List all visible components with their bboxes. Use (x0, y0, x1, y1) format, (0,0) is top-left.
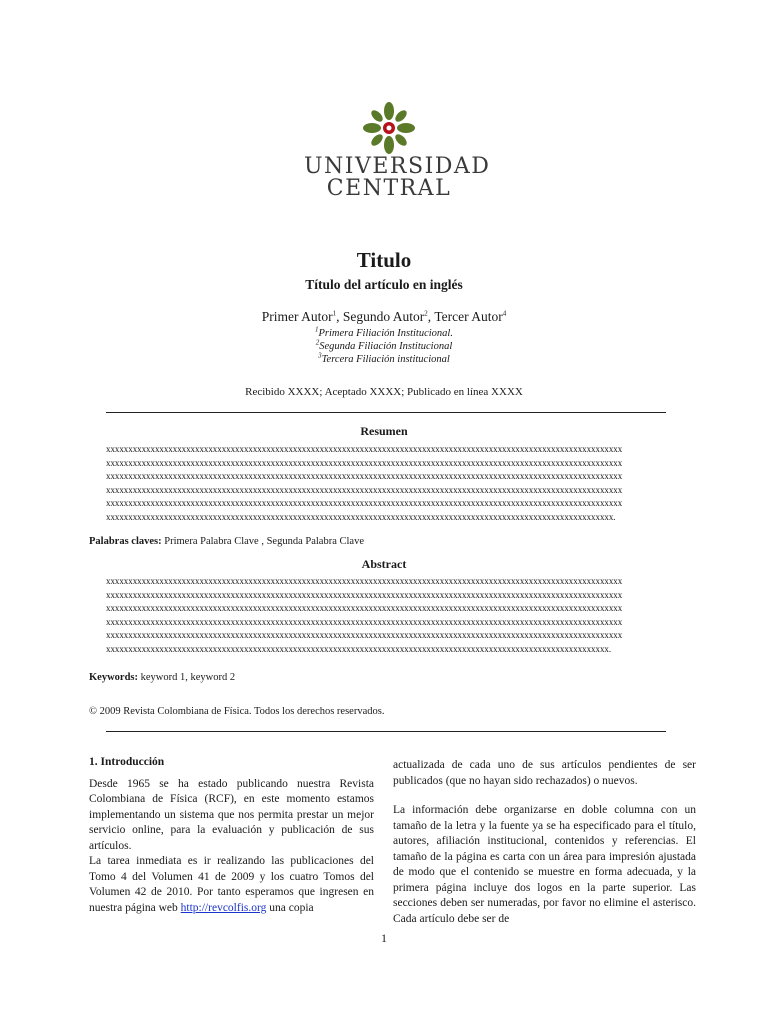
affiliation-text: Primera Filiación Institucional. (318, 328, 453, 339)
resumen-line: xxxxxxxxxxxxxxxxxxxxxxxxxxxxxxxxxxxxxxxxxxxxxxxxxxxxxxxxxxxxxxxxxxxxxxxxxxxxxxxxxxxxxxxxxxxxxxxxxxxxxxxxxxxxxxxxxxxx (106, 457, 623, 468)
keywords-label: Keywords: (89, 672, 138, 683)
resumen-line: xxxxxxxxxxxxxxxxxxxxxxxxxxxxxxxxxxxxxxxxxxxxxxxxxxxxxxxxxxxxxxxxxxxxxxxxxxxxxxxxxxxxxxxxxxxxxxxxxxxxxxxxxxxxxxxxxxxx (106, 498, 623, 508)
body-column-right (393, 758, 696, 927)
journal-website-link[interactable]: http://revcolfis.org (180, 901, 267, 914)
resumen-line: xxxxxxxxxxxxxxxxxxxxxxxxxxxxxxxxxxxxxxxxxxxxxxxxxxxxxxxxxxxxxxxxxxxxxxxxxxxxxxxxxxxxxxxxxxxxxxxxxxxxxxxxxxxxxxxxxxxx (106, 444, 623, 454)
palabras-label: Palabras claves: (89, 536, 162, 547)
paragraph-text: La tarea inmediata es ir realizando las publicaciones del Tomo 4 del Volumen 41 de 2009 y los cuatro Tomos del Volumen 42 de 2010. Por tanto esperamos que ingresen en nuestra página web (89, 855, 374, 914)
resumen-line: xxxxxxxxxxxxxxxxxxxxxxxxxxxxxxxxxxxxxxxxxxxxxxxxxxxxxxxxxxxxxxxxxxxxxxxxxxxxxxxxxxxxxxxxxxxxxxxxxxxxxxxxxxxxxxxxxxxx (106, 471, 623, 481)
university-logo (304, 100, 491, 205)
logo-text-line2: CENTRAL (326, 176, 452, 201)
body-column-left (89, 755, 374, 916)
palabras-claves (89, 536, 364, 547)
paper-title: Titulo (356, 248, 412, 272)
paragraph: actualizada de cada uno de sus artículos pendientes de ser publicados (que no hayan sido rechazados) o nuevos. (393, 759, 696, 787)
author-affiliation-mark: 1 (332, 309, 337, 318)
author-name: Primer Autor (261, 309, 333, 324)
palabras-value: Primera Palabra Clave , Segunda Palabra Clave (161, 536, 364, 547)
abstract-line: xxxxxxxxxxxxxxxxxxxxxxxxxxxxxxxxxxxxxxxxxxxxxxxxxxxxxxxxxxxxxxxxxxxxxxxxxxxxxxxxxxxxxxxxxxxxxxxxxxxxxxxxxxxxxxxxxxxx (106, 576, 623, 586)
resumen-body (106, 443, 668, 524)
affiliation (0, 353, 768, 367)
abstract-heading: Abstract (361, 557, 407, 571)
affiliation-text: Segunda Filiación Institucional (319, 341, 453, 352)
author-separator: , (336, 309, 343, 324)
keywords-value: keyword 1, keyword 2 (138, 672, 236, 683)
author-separator: , (427, 309, 435, 324)
abstract-line: xxxxxxxxxxxxxxxxxxxxxxxxxxxxxxxxxxxxxxxxxxxxxxxxxxxxxxxxxxxxxxxxxxxxxxxxxxxxxxxxxxxxxxxxxxxxxxxxxxxxxxxxxxxxxxxxxxxx (106, 616, 623, 627)
affiliation-text: Tercera Filiación institucional (321, 354, 450, 365)
leaf-emblem-icon (361, 100, 417, 156)
abstract-line: xxxxxxxxxxxxxxxxxxxxxxxxxxxxxxxxxxxxxxxxxxxxxxxxxxxxxxxxxxxxxxxxxxxxxxxxxxxxxxxxxxxxxxxxxxxxxxxxxxxxxxxxxxxxxxxxxxxx (106, 630, 623, 640)
publication-dates: Recibido XXXX; Aceptado XXXX; Publicado en línea XXXX (245, 386, 523, 398)
author-affiliation-mark: 4 (502, 309, 507, 318)
divider (106, 731, 666, 732)
affiliation-mark: 2 (315, 338, 320, 347)
resumen-heading: Resumen (360, 424, 408, 438)
page-number: 1 (381, 931, 387, 945)
resumen-line: xxxxxxxxxxxxxxxxxxxxxxxxxxxxxxxxxxxxxxxxxxxxxxxxxxxxxxxxxxxxxxxxxxxxxxxxxxxxxxxxxxxxxxxxxxxxxxxxxxxxxxxxxxxxxxxxxxxx (106, 484, 623, 495)
section-title: 1. Introducción (89, 756, 165, 768)
paper-subtitle: Título del artículo en inglés (305, 277, 463, 292)
paragraph: La información debe organizarse en doble columna con un tamaño de la letra y la fuente ya se ha especificado para el título, autores, afiliación institucional, contenidos y referencias. El tamaño de la página es carta con un área para impresión ajustada de modo que el contenido se muestre en forma adecuada, y la primera página incluye dos logos en la parte superior. Las secciones deben ser numeradas, por favor no elimine el asterisco. Cada artículo debe ser de (393, 804, 696, 925)
affiliation-mark: 1 (315, 325, 319, 334)
abstract-line: xxxxxxxxxxxxxxxxxxxxxxxxxxxxxxxxxxxxxxxxxxxxxxxxxxxxxxxxxxxxxxxxxxxxxxxxxxxxxxxxxxxxxxxxxxxxxxxxxxxxxxxxxxxxxxxxx. (106, 643, 612, 654)
author-list (0, 309, 768, 325)
abstract-line: xxxxxxxxxxxxxxxxxxxxxxxxxxxxxxxxxxxxxxxxxxxxxxxxxxxxxxxxxxxxxxxxxxxxxxxxxxxxxxxxxxxxxxxxxxxxxxxxxxxxxxxxxxxxxxxxxxxx (106, 603, 623, 613)
author-name: Segundo Autor (342, 309, 425, 324)
paragraph: Desde 1965 se ha estado publicando nuestra Revista Colombiana de Física (RCF), en este momento estamos implementando un sistema que nos permita prestar un mejor servicio online, para la evaluación y publicación de sus artículos. (89, 777, 374, 852)
affiliation-mark: 3 (318, 351, 322, 360)
paragraph (89, 854, 374, 916)
abstract-body (106, 575, 668, 656)
copyright-notice: © 2009 Revista Colombiana de Física. Todos los derechos reservados. (89, 706, 385, 717)
affiliation (0, 327, 768, 341)
affiliation (0, 340, 768, 354)
keywords (89, 672, 235, 683)
logo-text-line1: UNIVERSIDAD (304, 154, 491, 179)
divider (106, 412, 666, 413)
author-affiliation-mark: 2 (424, 309, 428, 318)
resumen-line: xxxxxxxxxxxxxxxxxxxxxxxxxxxxxxxxxxxxxxxxxxxxxxxxxxxxxxxxxxxxxxxxxxxxxxxxxxxxxxxxxxxxxxxxxxxxxxxxxxxxxxxxxxxxxxxxxx. (106, 511, 616, 522)
abstract-line: xxxxxxxxxxxxxxxxxxxxxxxxxxxxxxxxxxxxxxxxxxxxxxxxxxxxxxxxxxxxxxxxxxxxxxxxxxxxxxxxxxxxxxxxxxxxxxxxxxxxxxxxxxxxxxxxxxxx (106, 589, 623, 600)
paragraph-text: una copia (266, 901, 314, 914)
author-name: Tercer Autor (434, 309, 503, 324)
